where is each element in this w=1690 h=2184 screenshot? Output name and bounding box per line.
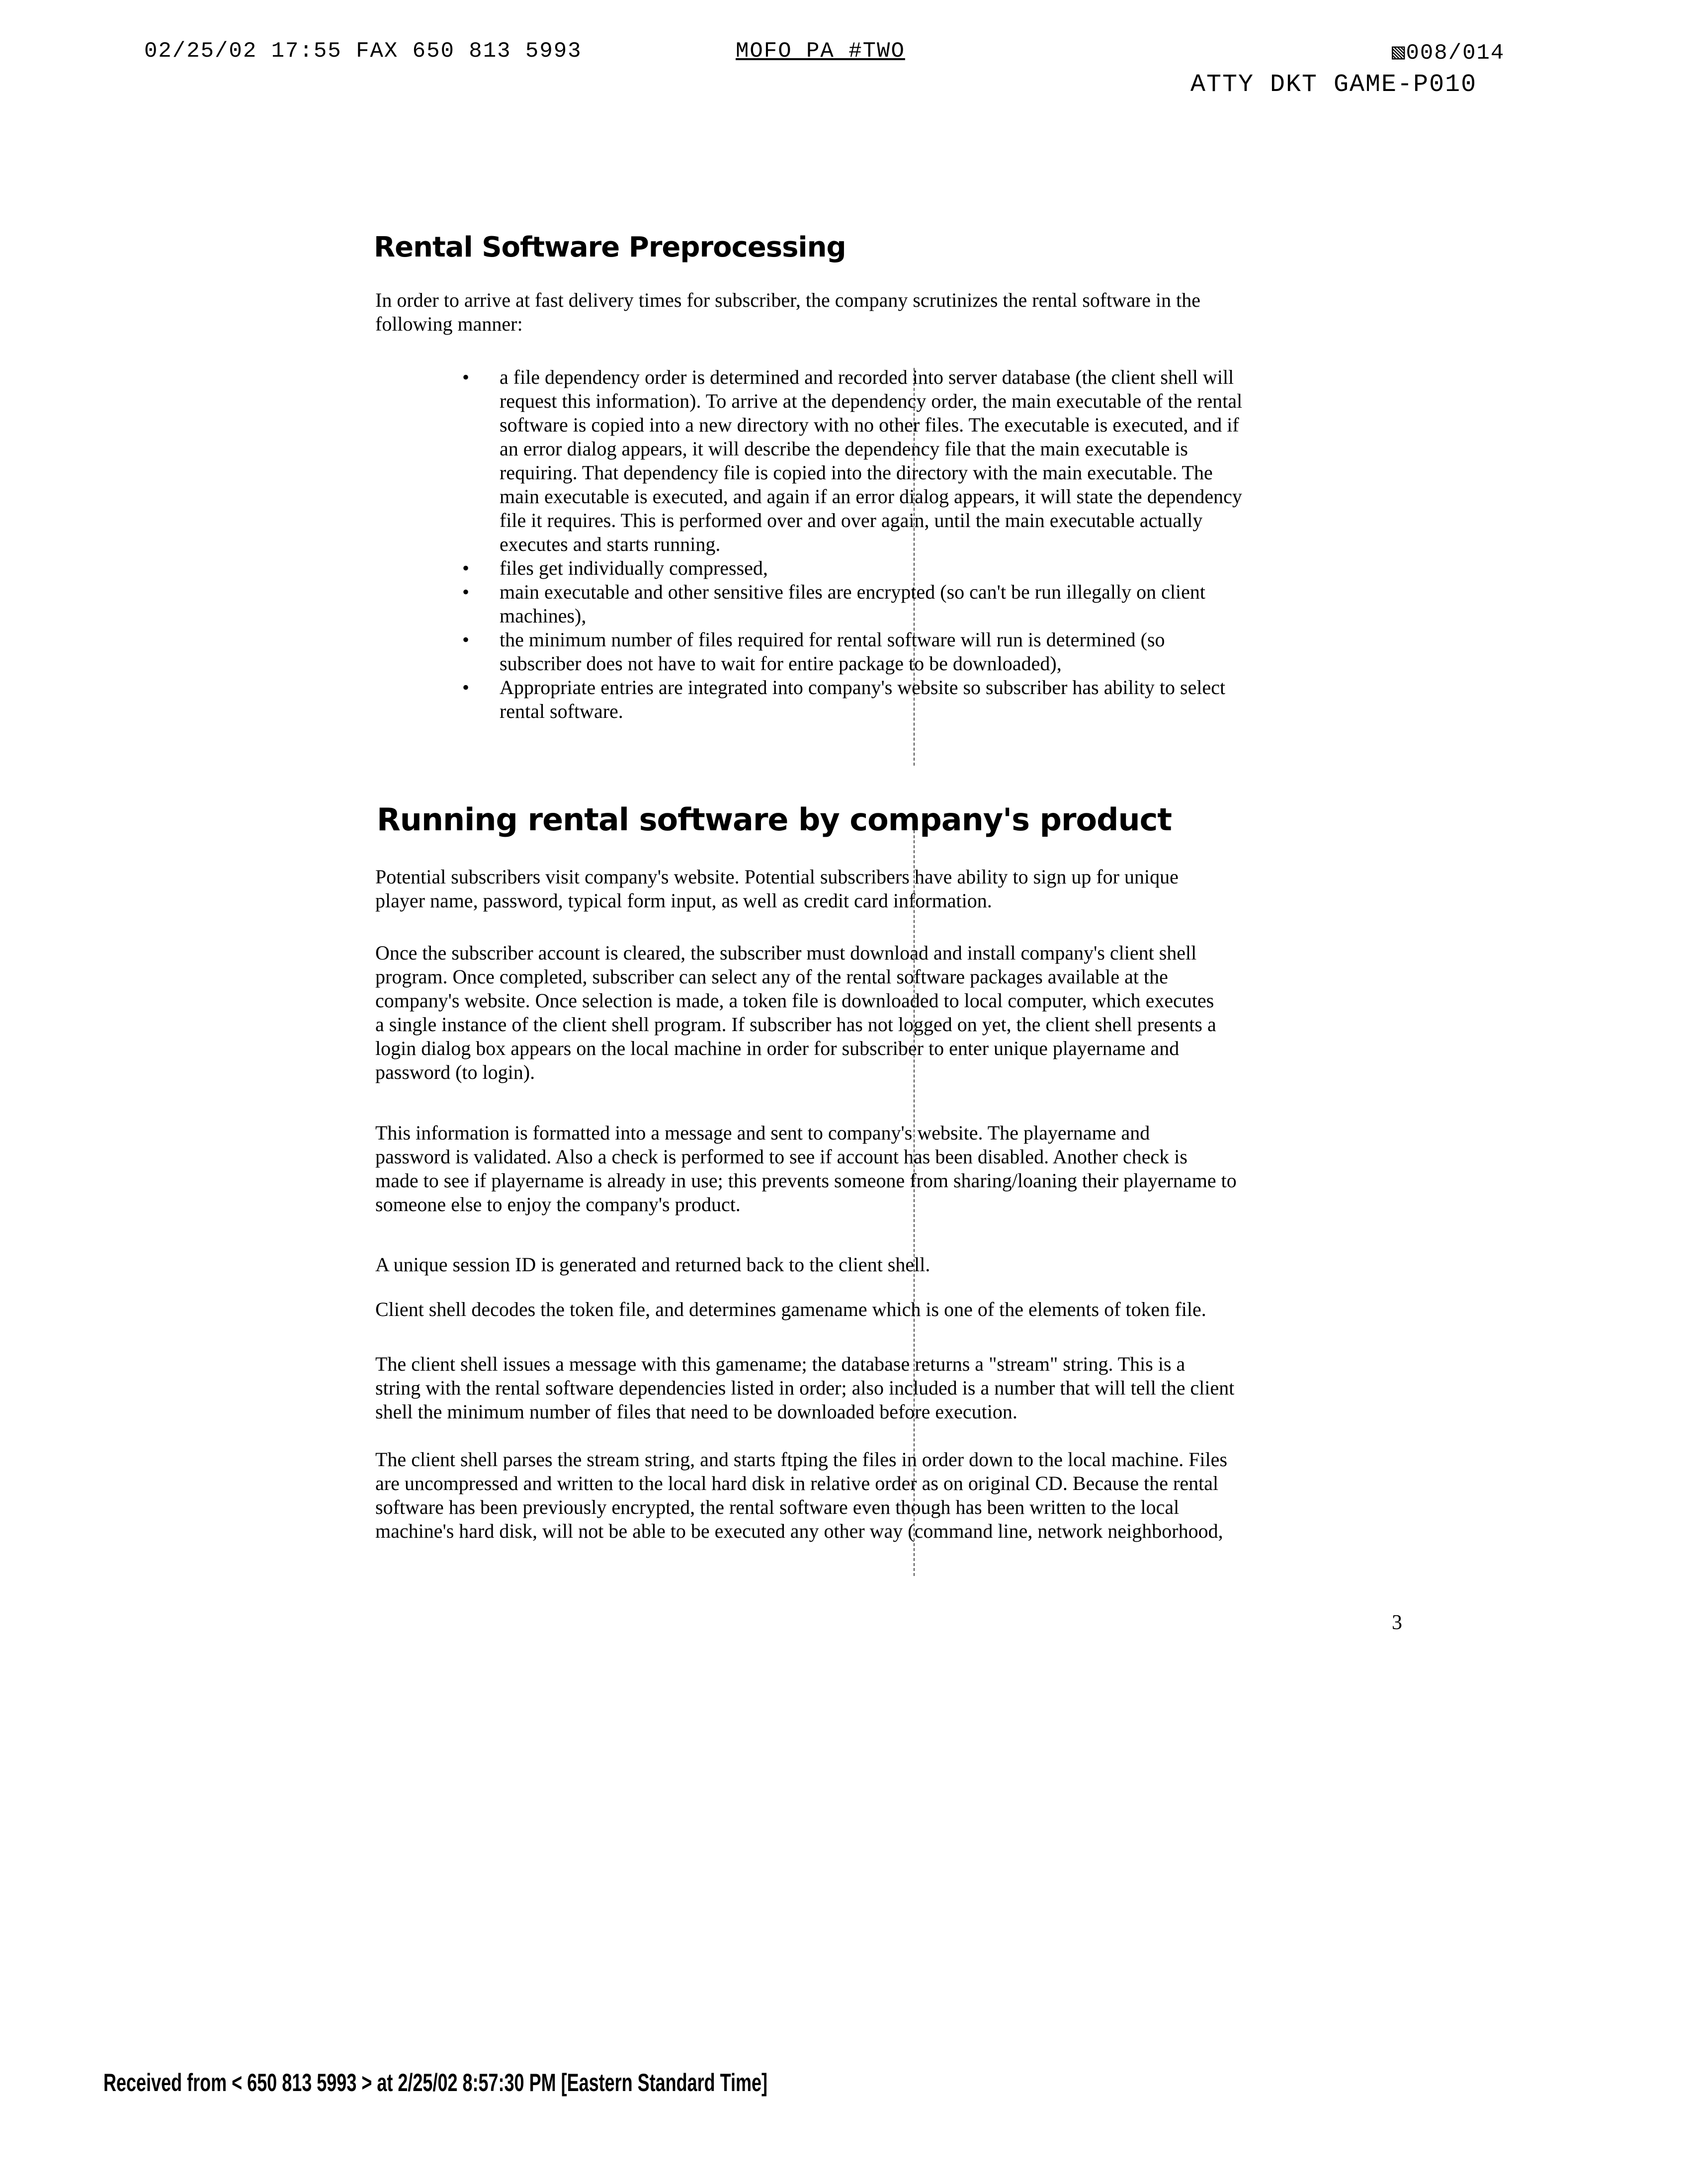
bullet-item — [500, 676, 1242, 723]
text-line: the minimum number of files required for rental software will run is determined (so — [500, 628, 1242, 652]
text-line: Potential subscribers visit company's website. Potential subscribers have ability to sign up for unique — [375, 865, 1179, 889]
paragraph — [375, 865, 1179, 913]
paragraph — [375, 1352, 1234, 1424]
text-line: This information is formatted into a message and sent to company's website. The playername and — [375, 1121, 1237, 1145]
text-line: a single instance of the client shell program. If subscriber has not logged on yet, the client shell presents a — [375, 1013, 1216, 1037]
attorney-docket: ATTY DKT GAME-P010 — [1190, 71, 1477, 99]
bullet-item — [500, 556, 1242, 580]
fax-received-footer: Received from < 650 813 5993 > at 2/25/02 8:57:30 PM [Eastern Standard Time] — [103, 2068, 767, 2097]
fax-page-counter — [1392, 39, 1505, 66]
fax-fold-line — [914, 368, 916, 766]
text-line: Once the subscriber account is cleared, the subscriber must download and install company's client shell — [375, 941, 1216, 965]
page-number: 3 — [1392, 1611, 1402, 1635]
text-line: login dialog box appears on the local machine in order for subscriber to enter unique playername and — [375, 1037, 1216, 1060]
bullet-item — [500, 365, 1242, 556]
text-line: a file dependency order is determined and recorded into server database (the client shell will — [500, 365, 1242, 389]
paragraph — [375, 1298, 1206, 1321]
page-counter-text: 008/014 — [1406, 41, 1505, 66]
text-line: Appropriate entries are integrated into company's website so subscriber has ability to select — [500, 676, 1242, 699]
fax-fold-line — [914, 820, 916, 1576]
fax-sender: MOFO PA #TWO — [736, 39, 905, 64]
text-line: an error dialog appears, it will describe the dependency file that the main executable is — [500, 437, 1242, 461]
paragraph — [375, 1448, 1227, 1543]
text-line: following manner: — [375, 312, 1200, 336]
bullet-icon: • — [462, 580, 469, 604]
text-line: Client shell decodes the token file, and determines gamename which is one of the elements of token file. — [375, 1298, 1206, 1321]
text-line: software is copied into a new directory with no other files. The executable is executed, and if — [500, 413, 1242, 437]
text-line: executes and starts running. — [500, 532, 1242, 556]
text-line: machine's hard disk, will not be able to be executed any other way (command line, network neighborhood, — [375, 1519, 1227, 1543]
fax-datetime: 02/25/02 17:55 FAX 650 813 5993 — [144, 39, 582, 64]
bullet-item — [500, 580, 1242, 628]
text-line: main executable is executed, and again if an error dialog appears, it will state the dependency — [500, 485, 1242, 509]
bullet-icon: • — [462, 676, 469, 699]
bullet-icon: • — [462, 556, 469, 580]
bullet-item — [500, 628, 1242, 676]
section-title-preprocessing: Rental Software Preprocessing — [374, 231, 846, 263]
text-line: company's website. Once selection is made, a token file is downloaded to local computer, which executes — [375, 989, 1216, 1013]
text-line: password (to login). — [375, 1060, 1216, 1084]
text-line: software has been previously encrypted, the rental software even though has been written to the local — [375, 1495, 1227, 1519]
text-line: main executable and other sensitive files are encrypted (so can't be run illegally on client — [500, 580, 1242, 604]
text-line: request this information). To arrive at the dependency order, the main executable of the rental — [500, 389, 1242, 413]
text-line: made to see if playername is already in use; this prevents someone from sharing/loaning their playername to — [375, 1169, 1237, 1193]
text-line: someone else to enjoy the company's product. — [375, 1193, 1237, 1217]
text-line: are uncompressed and written to the local hard disk in relative order as on original CD. Because the rental — [375, 1472, 1227, 1495]
text-line: The client shell issues a message with this gamename; the database returns a "stream" string. This is a — [375, 1352, 1234, 1376]
bullet-icon: • — [462, 628, 469, 652]
text-line: player name, password, typical form input, as well as credit card information. — [375, 889, 1179, 913]
text-line: requiring. That dependency file is copied into the directory with the main executable. The — [500, 461, 1242, 485]
text-line: files get individually compressed, — [500, 556, 1242, 580]
fax-page-icon: ▧ — [1392, 41, 1406, 66]
text-line: file it requires. This is performed over and over again, until the main executable actually — [500, 509, 1242, 532]
text-line: machines), — [500, 604, 1242, 628]
text-line: rental software. — [500, 699, 1242, 723]
intro-paragraph — [375, 288, 1200, 336]
paragraph — [375, 941, 1216, 1084]
text-line: string with the rental software dependencies listed in order; also included is a number that will tell the client — [375, 1376, 1234, 1400]
text-line: A unique session ID is generated and returned back to the client shell. — [375, 1253, 930, 1277]
text-line: password is validated. Also a check is performed to see if account has been disabled. Another check is — [375, 1145, 1237, 1169]
text-line: The client shell parses the stream string, and starts ftping the files in order down to the local machine. Files — [375, 1448, 1227, 1472]
paragraph — [375, 1121, 1237, 1217]
text-line: subscriber does not have to wait for entire package to be downloaded), — [500, 652, 1242, 676]
text-line: program. Once completed, subscriber can select any of the rental software packages available at the — [375, 965, 1216, 989]
bullet-icon: • — [462, 365, 469, 389]
paragraph — [375, 1253, 930, 1277]
preprocessing-bullet-list — [500, 365, 1242, 723]
text-line: In order to arrive at fast delivery times for subscriber, the company scrutinizes the rental software in the — [375, 288, 1200, 312]
text-line: shell the minimum number of files that need to be downloaded before execution. — [375, 1400, 1234, 1424]
section-title-running: Running rental software by company's product — [377, 801, 1172, 838]
